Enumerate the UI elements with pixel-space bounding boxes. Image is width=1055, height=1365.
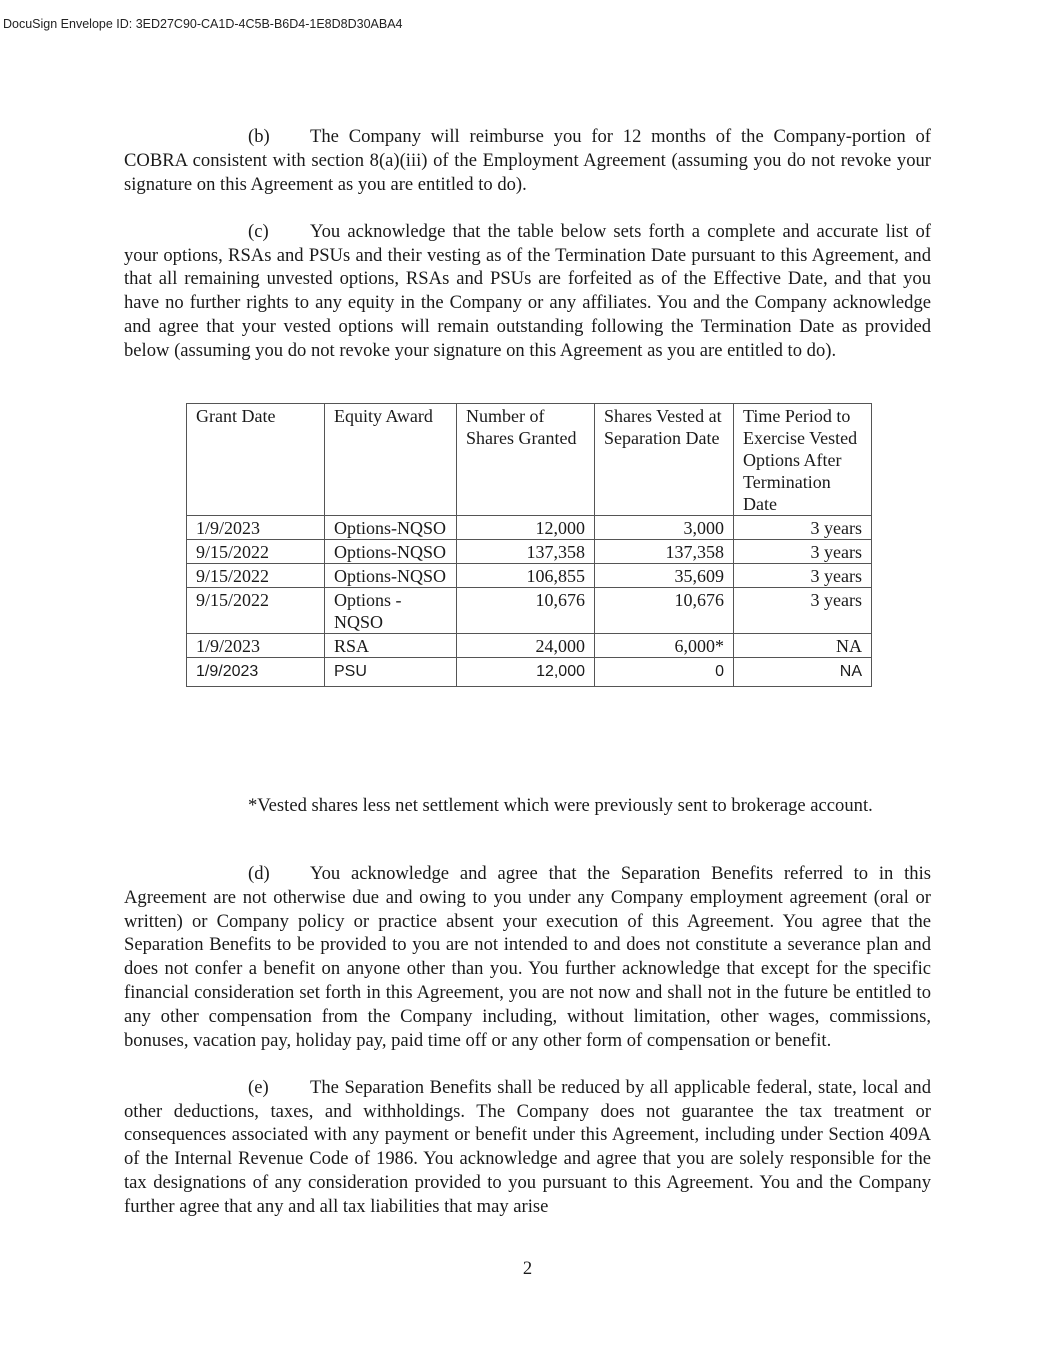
paragraph-text: You acknowledge and agree that the Separation Benefits referred to in this Agreement are not otherwise due and owing to you under any Company employment agreement (oral or written) or Company policy or practice absent your execution of this Agreement. You agree that the Separation Benefits to be provided to you are not intended to and does not constitute a severance plan and does not confer a benefit on anyone other than you. You further acknowledge that except for the specific financial consideration set forth in this Agreement, you are not now and shall not in the future be entitled to any other compensation from the Company including, without limitation, other wages, commissions, bonuses, vacation pay, holiday pay, paid time off or any other form of compensation or benefit. xyxy=(124,863,931,1051)
cell-exercise-period: 3 years xyxy=(734,516,872,540)
paragraph-label: (e) xyxy=(248,1076,269,1098)
cell-shares-granted: 24,000 xyxy=(457,634,595,658)
cell-exercise-period: 3 years xyxy=(734,564,872,588)
cell-shares-granted: 12,000 xyxy=(457,658,595,687)
paragraph-b xyxy=(124,125,931,196)
cell-grant-date: 1/9/2023 xyxy=(187,634,325,658)
cell-exercise-period: 3 years xyxy=(734,540,872,564)
document-body-top xyxy=(124,125,931,363)
header-grant-date: Grant Date xyxy=(187,404,325,516)
table-header-row xyxy=(187,404,872,516)
paragraph-c xyxy=(124,220,931,363)
cell-shares-granted: 12,000 xyxy=(457,516,595,540)
paragraph-text: You acknowledge that the table below sets forth a complete and accurate list of your options, RSAs and PSUs and their vesting as of the Termination Date pursuant to this Agreement, and that all remaining unvested options, RSAs and PSUs are forfeited as of the Effective Date, and that you have no further rights to any equity in the Company or any affiliates. You and the Company acknowledge and agree that your vested options will remain outstanding following the Termination Date as provided below (assuming you do not revoke your signature on this Agreement as you are entitled to do). xyxy=(124,220,931,361)
cell-grant-date: 1/9/2023 xyxy=(187,658,325,687)
paragraph-label: (b) xyxy=(248,126,270,147)
cell-shares-granted: 10,676 xyxy=(457,588,595,634)
table-row xyxy=(187,588,872,634)
equity-awards-table xyxy=(186,403,872,687)
cell-equity-award: PSU xyxy=(325,658,457,687)
cell-shares-vested: 6,000* xyxy=(595,634,734,658)
table-row xyxy=(187,564,872,588)
cell-equity-award: Options-NQSO xyxy=(325,540,457,564)
paragraph-e xyxy=(124,1076,931,1219)
cell-shares-granted: 106,855 xyxy=(457,564,595,588)
cell-exercise-period: NA xyxy=(734,634,872,658)
table-row xyxy=(187,540,872,564)
header-equity-award: Equity Award xyxy=(325,404,457,516)
cell-shares-granted: 137,358 xyxy=(457,540,595,564)
cell-shares-vested: 0 xyxy=(595,658,734,687)
header-shares-granted: Number of Shares Granted xyxy=(457,404,595,516)
page-number: 2 xyxy=(522,1258,533,1279)
table-row xyxy=(187,634,872,658)
paragraph-d xyxy=(124,862,931,1052)
cell-grant-date: 9/15/2022 xyxy=(187,564,325,588)
paragraph-label: (c) xyxy=(248,220,269,242)
cell-shares-vested: 3,000 xyxy=(595,516,734,540)
cell-grant-date: 9/15/2022 xyxy=(187,540,325,564)
docusign-envelope-id: DocuSign Envelope ID: 3ED27C90-CA1D-4C5B-B6D4-1E8D8D30ABA4 xyxy=(3,17,403,31)
cell-equity-award: Options-NQSO xyxy=(325,516,457,540)
table-row xyxy=(187,516,872,540)
table-footnote: *Vested shares less net settlement which were previously sent to brokerage account. xyxy=(248,795,873,816)
header-exercise-period: Time Period to Exercise Vested Options After Termination Date xyxy=(734,404,872,516)
paragraph-text: The Separation Benefits shall be reduced by all applicable federal, state, local and other deductions, taxes, and withholdings. The Company does not guarantee the tax treatment or consequences associated with any payment or benefit under this Agreement, including under Section 409A of the Internal Revenue Code of 1986. You acknowledge and agree that you are solely responsible for the tax designations of any consideration provided to you pursuant to this Agreement. You and the Company further agree that any and all tax liabilities that may arise xyxy=(124,1076,931,1217)
paragraph-text: The Company will reimburse you for 12 months of the Company-portion of COBRA consistent with section 8(a)(iii) of the Employment Agreement (assuming you do not revoke your signature on this Agreement as you are entitled to do). xyxy=(124,126,931,195)
paragraph-label: (d) xyxy=(248,863,270,884)
cell-equity-award: Options-NQSO xyxy=(325,564,457,588)
header-shares-vested: Shares Vested at Separation Date xyxy=(595,404,734,516)
cell-exercise-period: NA xyxy=(734,658,872,687)
cell-shares-vested: 10,676 xyxy=(595,588,734,634)
cell-grant-date: 1/9/2023 xyxy=(187,516,325,540)
cell-shares-vested: 137,358 xyxy=(595,540,734,564)
cell-exercise-period: 3 years xyxy=(734,588,872,634)
cell-grant-date: 9/15/2022 xyxy=(187,588,325,634)
cell-shares-vested: 35,609 xyxy=(595,564,734,588)
table-row xyxy=(187,658,872,687)
document-body-bottom xyxy=(124,862,931,1219)
cell-equity-award: Options - NQSO xyxy=(325,588,457,634)
cell-equity-award: RSA xyxy=(325,634,457,658)
